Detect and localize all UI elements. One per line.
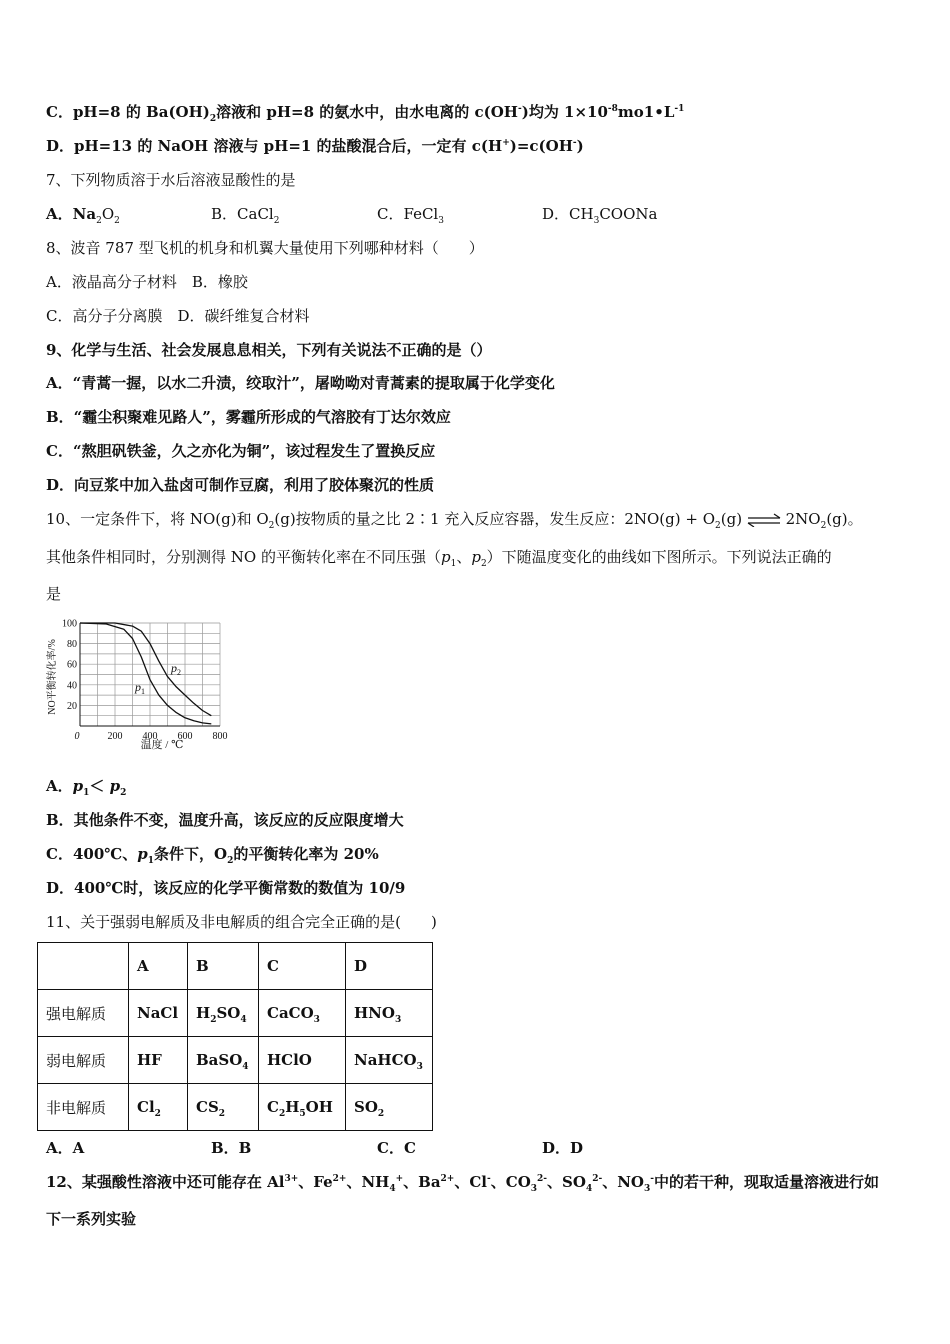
table-cell: $Cl_2$ bbox=[129, 1084, 188, 1131]
table-cell: $C_2H_5OH$ bbox=[259, 1084, 346, 1131]
equilibrium-arrow-icon bbox=[747, 513, 781, 527]
q8-options-row1: A．液晶高分子材料 B．橡胶 bbox=[46, 273, 248, 291]
y-tick-label: 100 bbox=[62, 618, 77, 630]
q12-stem-line1: 12、某强酸性溶液中还可能存在 $Al^{3+}$、$Fe^{2+}$、$NH_4^+$、$Ba^{2+}$、Cl-、$CO_3^{2-}$、$SO_4^{2-}$、$NO_3^-$中的若干种，现取适量溶液进行如 bbox=[46, 1173, 880, 1194]
table-header-cell: B bbox=[188, 943, 259, 990]
x-tick-label: 0 bbox=[74, 731, 80, 742]
table-cell: CaCO$_3$ bbox=[259, 990, 346, 1037]
q7-option-c: C．FeCl$_3$ bbox=[377, 205, 444, 226]
q10-option-d: D．400℃时，该反应的化学平衡常数的数值为 10/9 bbox=[46, 879, 406, 897]
table-row-header: 强电解质 bbox=[38, 990, 129, 1037]
q10-stem-line2: 其他条件相同时，分别测得 NO 的平衡转化率在不同压强（$p_1$、$p_2$）下随温度变化的曲线如下图所示。下列说法正确的 bbox=[46, 548, 832, 569]
table-cell: HF bbox=[129, 1037, 188, 1084]
x-tick-label: 400 bbox=[142, 731, 158, 742]
x-tick-label: 600 bbox=[177, 731, 193, 742]
chart-label-p2: $p_2$ bbox=[171, 661, 181, 677]
table-row-header: 非电解质 bbox=[38, 1084, 129, 1131]
table-row bbox=[38, 990, 433, 1037]
table-header-cell: D bbox=[346, 943, 433, 990]
q10-stem-line1: 10、一定条件下，将 NO(g)和 $O_2(g)$按物质的量之比 2∶1 充入反应容器，发生反应：$2NO(g) + O_2(g)$ $2NO_2(g)$。 bbox=[46, 510, 863, 531]
electrolyte-table bbox=[37, 942, 433, 1131]
q11-option-c: C．C bbox=[377, 1139, 416, 1157]
q6-option-c: C．pH=8 的 $Ba(OH)_2$溶液和 pH=8 的氨水中，由水电离的 c(OH-)均为 $1\times 10^{-8}mo1•L^{-1}$ bbox=[46, 103, 685, 124]
q7-option-d: D．$CH_3COONa$ bbox=[542, 205, 658, 226]
q11-stem: 11、关于强弱电解质及非电解质的组合完全正确的是( ) bbox=[46, 913, 437, 931]
q7-option-a: A．$Na_2O_2$ bbox=[46, 205, 120, 226]
table-cell: NaCl bbox=[129, 990, 188, 1037]
table-cell: $CS_2$ bbox=[188, 1084, 259, 1131]
q9-option-b: B．“霾尘积聚难见路人”，雾霾所形成的气溶胶有丁达尔效应 bbox=[46, 408, 451, 426]
x-tick-label: 200 bbox=[107, 731, 123, 742]
chart-grid bbox=[80, 623, 220, 726]
q11-option-b: B．B bbox=[211, 1139, 252, 1157]
y-tick-label: 40 bbox=[67, 680, 77, 692]
q8-stem: 8、波音 787 型飞机的机身和机翼大量使用下列哪种材料（ ） bbox=[46, 239, 484, 257]
q11-option-d: D．D bbox=[542, 1139, 584, 1157]
y-tick-label: 60 bbox=[67, 659, 77, 671]
table-header-cell bbox=[38, 943, 129, 990]
q7-stem: 7、下列物质溶于水后溶液显酸性的是 bbox=[46, 171, 296, 189]
table-row-header: 弱电解质 bbox=[38, 1037, 129, 1084]
table-cell: $H_2SO_4$ bbox=[188, 990, 259, 1037]
q9-option-d: D．向豆浆中加入盐卤可制作豆腐，利用了胶体聚沉的性质 bbox=[46, 476, 435, 494]
q11-option-a: A．A bbox=[46, 1139, 85, 1157]
q10-option-b: B．其他条件不变，温度升高，该反应的反应限度增大 bbox=[46, 811, 404, 829]
q12-stem-line2: 下一系列实验 bbox=[46, 1210, 137, 1228]
y-tick-label: 20 bbox=[67, 700, 77, 712]
q10-stem-line3: 是 bbox=[46, 585, 62, 603]
table-cell: NaHCO$_3$ bbox=[346, 1037, 433, 1084]
q10-option-a: A．$p_1< p_2$ bbox=[46, 777, 127, 798]
chart-curves bbox=[80, 623, 211, 724]
y-tick-label: 80 bbox=[67, 639, 77, 651]
x-tick-label: 800 bbox=[212, 731, 228, 742]
chart-label-p1: $p_1$ bbox=[135, 680, 145, 696]
table-cell: $HNO_3$ bbox=[346, 990, 433, 1037]
chart-y-axis-label: NO平衡转化率/% bbox=[47, 639, 58, 715]
table-cell: HClO bbox=[259, 1037, 346, 1084]
q10-option-c: C．400℃、$p_1$条件下，$O_2$的平衡转化率为 20% bbox=[46, 845, 379, 866]
table-header-cell: C bbox=[259, 943, 346, 990]
q9-stem: 9、化学与生活、社会发展息息相关，下列有关说法不正确的是（） bbox=[46, 341, 492, 359]
table-row bbox=[38, 1084, 433, 1131]
q9-option-c: C．“熬胆矾铁釜，久之亦化为铜”，该过程发生了置换反应 bbox=[46, 442, 436, 460]
table-header-cell: A bbox=[129, 943, 188, 990]
q8-options-row2: C．高分子分离膜 D．碳纤维复合材料 bbox=[46, 307, 310, 325]
no-conversion-chart bbox=[44, 615, 234, 755]
table-cell: BaSO$_4$ bbox=[188, 1037, 259, 1084]
q9-option-a: A．“青蒿一握，以水二升渍，绞取汁”，屠呦呦对青蒿素的提取属于化学变化 bbox=[46, 374, 555, 392]
table-header-row bbox=[38, 943, 433, 990]
q6-option-d: D．pH=13 的 NaOH 溶液与 pH=1 的盐酸混合后，一定有 c(H+)=c(OH-) bbox=[46, 137, 584, 155]
q7-option-b: B．CaCl$_2$ bbox=[211, 205, 280, 226]
chart-x-axis-label: 温度 / ℃ bbox=[140, 739, 184, 751]
table-row bbox=[38, 1037, 433, 1084]
table-cell: $SO_2$ bbox=[346, 1084, 433, 1131]
